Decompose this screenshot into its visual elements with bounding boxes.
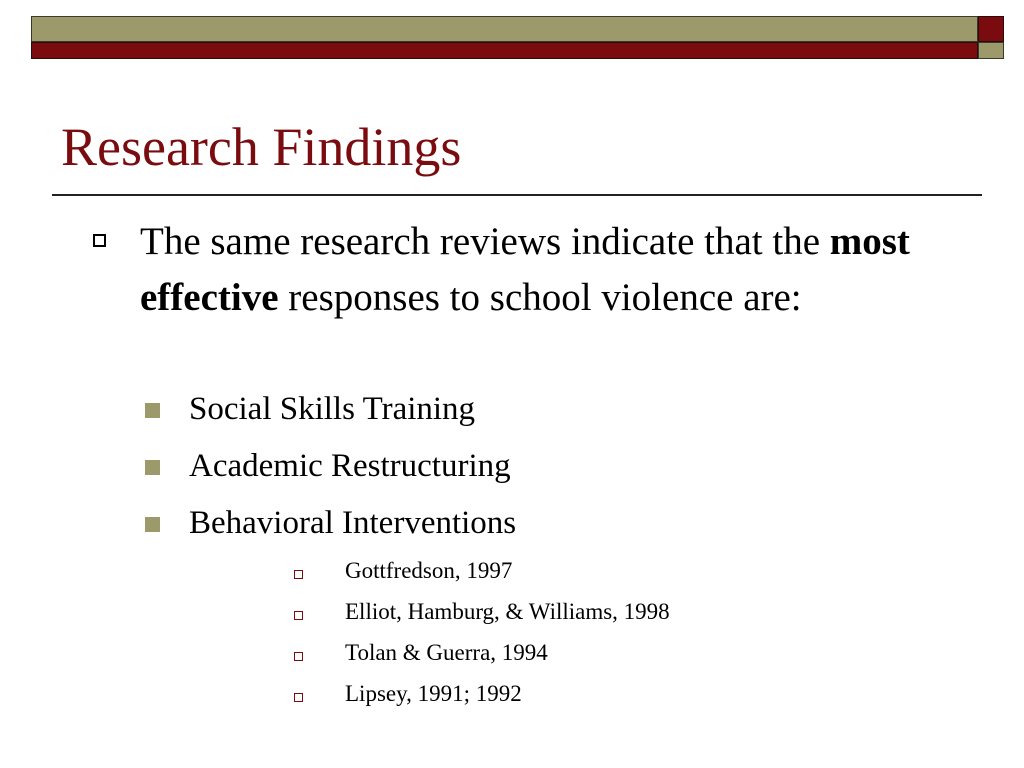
citation-item: Elliot, Hamburg, & Williams, 1998 (345, 599, 670, 624)
filled-square-bullet-icon (145, 517, 160, 532)
hollow-square-bullet-icon (294, 570, 303, 579)
header-olive-bar (31, 16, 978, 42)
main-point-text-end: responses to school violence are: (278, 276, 802, 319)
hollow-square-bullet-icon (294, 611, 303, 620)
citation-item: Gottfredson, 1997 (345, 558, 513, 583)
main-point (140, 214, 960, 326)
title-divider (52, 194, 982, 196)
header-maroon-bar (31, 42, 978, 59)
slide-title: Research Findings (61, 117, 462, 177)
response-item: Academic Restructuring (189, 448, 511, 484)
citation-item: Tolan & Guerra, 1994 (345, 640, 548, 665)
header-olive-square (978, 42, 1004, 59)
response-item: Behavioral Interventions (189, 505, 517, 541)
hollow-square-bullet-icon (93, 234, 106, 247)
filled-square-bullet-icon (145, 403, 160, 418)
header-maroon-square (978, 16, 1004, 42)
response-item: Social Skills Training (189, 391, 476, 427)
citation-item: Lipsey, 1991; 1992 (345, 681, 522, 706)
hollow-square-bullet-icon (294, 693, 303, 702)
hollow-square-bullet-icon (294, 652, 303, 661)
filled-square-bullet-icon (145, 460, 160, 475)
main-point-text-start: The same research reviews indicate that the (140, 220, 830, 263)
main-point-emphasis: most effective (140, 220, 910, 319)
